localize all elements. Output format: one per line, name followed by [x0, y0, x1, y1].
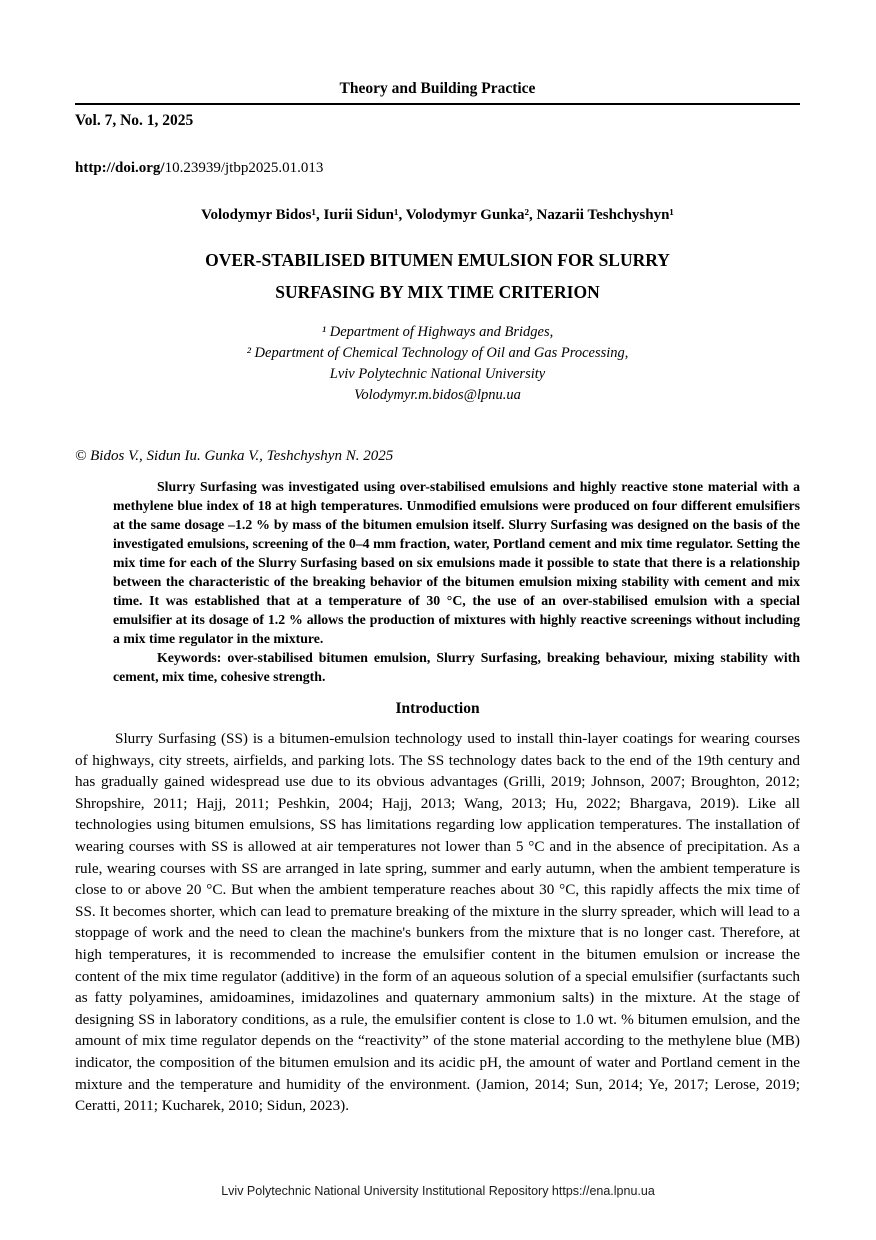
journal-title: Theory and Building Practice — [339, 80, 536, 97]
affiliation-2: ² Department of Chemical Technology of Oil and Gas Processing, — [246, 345, 629, 361]
affiliation-university: Lviv Polytechnic National University — [329, 366, 546, 382]
abstract-text: Slurry Surfasing was investigated using over-stabilised emulsions and highly reactive stone material with a methylene blue index of 18 at high temperatures. Unmodified emulsions were produced on four different emulsifiers at the same dosage –1.2 % by mass of the bitumen emulsion itself. Slurry Surfasing was designed on the basis of the investigated emulsions, screening of the 0–4 mm fraction, water, Portland cement and mix time regulator. Setting the mix time for each of the Slurry Surfasing based on six emulsions made it possible to state that there is a relationship between the characteristic of the breaking behavior of the bitumen emulsion mixing stability with cement and mix time. It was established that at a temperature of 30 °C, the use of an over-stabilised emulsion with a special emulsifier at its dosage of 1.2 % allows the production of mixtures with highly reactive screenings without including a mix time regulator in the mixture. — [113, 479, 800, 646]
paper-title-line1: OVER-STABILISED BITUMEN EMULSION FOR SLURRY — [205, 250, 670, 270]
doi-link[interactable] — [75, 160, 800, 177]
doi-prefix: http://doi.org/ — [75, 160, 165, 176]
copyright-line: © Bidos V., Sidun Iu. Gunka V., Teshchyshyn N. 2025 — [75, 448, 394, 464]
header-rule — [75, 103, 800, 105]
authors-line: Volodymyr Bidos¹, Iurii Sidun¹, Volodymyr Gunka², Nazarii Teshchyshyn¹ — [201, 207, 674, 223]
volume-issue: Vol. 7, No. 1, 2025 — [75, 112, 194, 129]
affiliation-1: ¹ Department of Highways and Bridges, — [321, 324, 554, 340]
keywords-text: Keywords: over-stabilised bitumen emulsion, Slurry Surfasing, breaking behaviour, mixing stability with cement, mix time, cohesive strength. — [113, 650, 800, 684]
author-email[interactable]: Volodymyr.m.bidos@lpnu.ua — [354, 387, 521, 403]
abstract-block — [113, 477, 800, 686]
paper-title — [75, 244, 800, 308]
introduction-paragraph: Slurry Surfasing (SS) is a bitumen-emulsion technology used to install thin-layer coatings for wearing courses of highways, city streets, airfields, and parking lots. The SS technology dates back to the end of the 19th century and has gradually gained widespread use due to its obvious advantages (Grilli, 2019; Johnson, 2007; Broughton, 2012; Shropshire, 2011; Hajj, 2011; Peshkin, 2004; Hajj, 2013; Wang, 2013; Hu, 2022; Bhargava, 2019). Like all technologies using bitumen emulsions, SS has limitations regarding low application temperatures. The installation of wearing courses with SS is allowed at air temperatures not lower than 5 °C and in the absence of precipitation. As a rule, wearing courses with SS are arranged in late spring, summer and early autumn, when the ambient temperature is close to or above 20 °C. But when the ambient temperature reaches about 30 °C, this rapidly affects the mix time of SS. It becomes shorter, which can lead to premature breaking of the mixture in the slurry spreader, which will lead to a stoppage of work and the need to clean the machine's bunkers from the mixture that is no longer cast. Therefore, at high temperatures, it is recommended to increase the emulsifier content in the bitumen emulsion or increase the content of the mix time regulator (additive) in the form of an aqueous solution of a special emulsifier (surfactants such as fatty polyamines, amidoamines, imidazolines and quaternary ammonium salts) in the mixture. At the stage of designing SS in laboratory conditions, as a rule, the emulsifier content is close to 1.0 wt. % bitumen emulsion, and the amount of mix time regulator depends on the “reactivity” of the stone material according to the methylene blue (MB) indicator, the composition of the bitumen emulsion and its acidic pH, the amount of water and Portland cement in the mixture and the temperature and humidity of the environment. (Jamion, 2014; Sun, 2014; Ye, 2017; Lerose, 2019; Ceratti, 2011; Kucharek, 2010; Sidun, 2023). — [75, 730, 800, 1115]
paper-title-line2: SURFASING BY MIX TIME CRITERION — [275, 282, 600, 302]
doi-number: 10.23939/jtbp2025.01.013 — [164, 160, 324, 176]
section-heading-introduction: Introduction — [395, 700, 480, 717]
repository-footer: Lviv Polytechnic National University Institutional Repository https://ena.lpnu.ua — [221, 1184, 655, 1198]
affiliations — [75, 322, 800, 406]
